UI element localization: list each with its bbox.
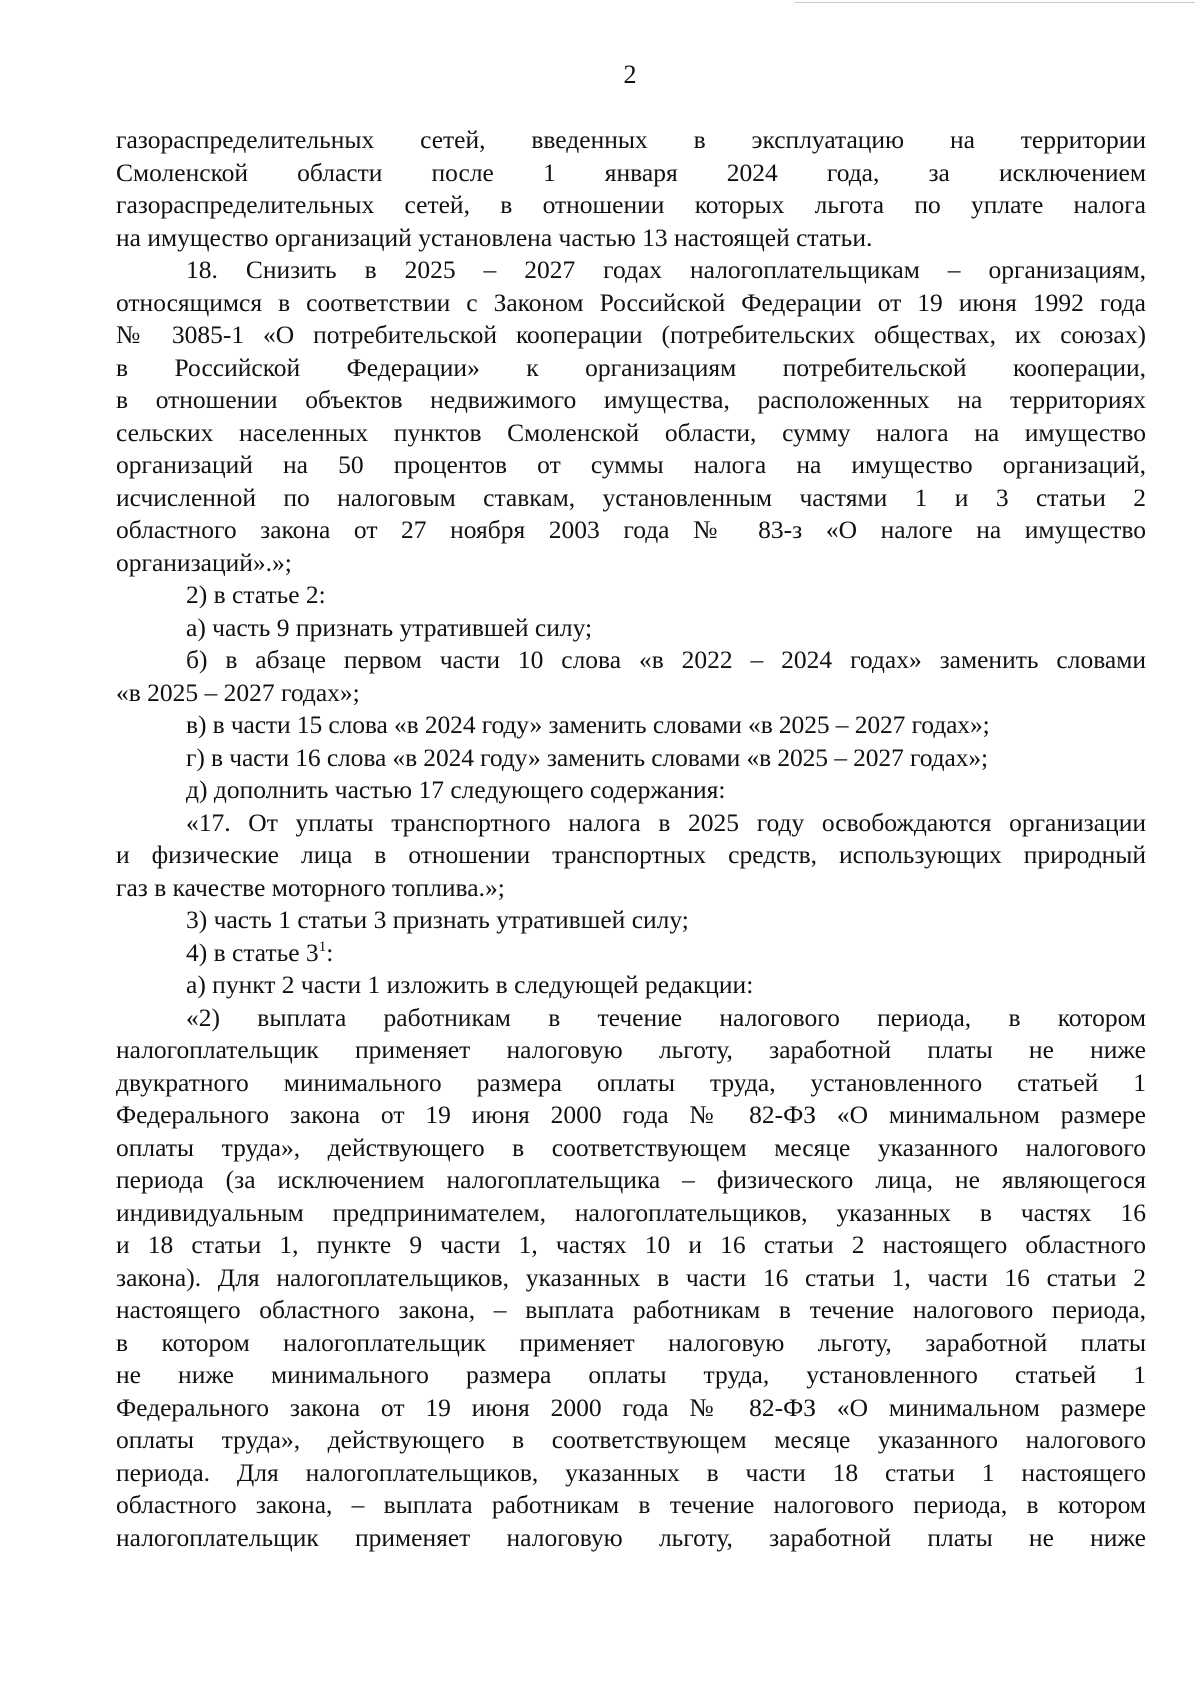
paragraph-part-17-end (116, 872, 1146, 905)
paragraph-item-18 (116, 254, 1146, 287)
text-line: периода (за исключением налогоплательщика – физического лица, не являющегося (116, 1165, 1146, 1194)
text-line: налогоплательщик применяет налоговую льготу, заработной платы не ниже (116, 1522, 1146, 1552)
text-line: а) часть 9 признать утратившей силу; (186, 612, 593, 642)
text-line: в Российской Федерации» к организациям потребительской кооперации, (116, 352, 1146, 382)
text-line: 18. Снизить в 2025 – 2027 годах налогоплательщикам – организациям, (186, 255, 1146, 284)
text-line: относящимся в соответствии с Законом Российской Федерации от 19 июня 1992 года (116, 287, 1146, 317)
text-line: сельских населенных пунктов Смоленской области, сумму налога на имущество (116, 417, 1146, 447)
text-line: настоящего областного закона, – выплата работникам в течение налогового периода, (116, 1295, 1146, 1324)
text-line: газ в качестве моторного топлива.»; (116, 872, 505, 902)
text-line: индивидуальным предпринимателем, налогоплательщиков, указанных в частях 16 (116, 1197, 1146, 1227)
text-line: 3) часть 1 статьи 3 признать утратившей силу; (186, 905, 689, 934)
paragraph-item-3 (116, 904, 1146, 937)
text-line: налогоплательщик применяет налоговую льготу, заработной платы не ниже (116, 1035, 1146, 1064)
paragraph-gas-networks (116, 124, 1146, 222)
text-line: Федерального закона от 19 июня 2000 года № 82-ФЗ «О минимальном размере (116, 1100, 1146, 1129)
paragraph-item-4 (116, 937, 1146, 970)
text-line: Смоленской области после 1 января 2024 года, за исключением (116, 157, 1146, 187)
text-line: г) в части 16 слова «в 2024 году» заменить словами «в 2025 – 2027 годах»; (186, 742, 989, 772)
text-line: а) пункт 2 части 1 изложить в следующей редакции: (186, 970, 754, 999)
text-line: оплаты труда», действующего в соответствующем месяце указанного налогового (116, 1425, 1146, 1454)
paragraph-point-2-body (116, 1034, 1146, 1554)
text-line: в котором налогоплательщик применяет налоговую льготу, заработной платы (116, 1327, 1146, 1357)
text-line: периода. Для налогоплательщиков, указанных в части 18 статьи 1 настоящего (116, 1457, 1146, 1487)
paragraph-sub-a (116, 612, 1146, 645)
text-line: оплаты труда», действующего в соответствующем месяце указанного налогового (116, 1132, 1146, 1162)
text-line: № 3085-1 «О потребительской кооперации (потребительских обществах, их союзах) (116, 320, 1146, 349)
paragraph-sub-b-end (116, 677, 1146, 710)
text-line: областного закона, – выплата работникам в течение налогового периода, в котором (116, 1490, 1146, 1519)
paragraph-article-2 (116, 579, 1146, 612)
page-number: 2 (623, 60, 637, 89)
text-line: Федерального закона от 19 июня 2000 года № 82-ФЗ «О минимальном размере (116, 1392, 1146, 1422)
paragraph-item-4-sub-a (116, 969, 1146, 1002)
text-line: на имущество организаций установлена частью 13 настоящей статьи. (116, 222, 873, 252)
text-line: «17. От уплаты транспортного налога в 2025 году освобождаются организации (186, 807, 1146, 837)
paragraph-sub-g (116, 742, 1146, 775)
text-line: организаций».»; (116, 547, 292, 577)
text-line: не ниже минимального размера оплаты труда, установленного статьей 1 (116, 1360, 1146, 1389)
text-line: 4) в статье 3 (186, 937, 319, 967)
text-line: областного закона от 27 ноября 2003 года № 83-з «О налоге на имущество (116, 515, 1146, 544)
text-line: организаций на 50 процентов от суммы налога на имущество организаций, (116, 450, 1146, 479)
text-line: и 18 статьи 1, пункте 9 части 1, частях 10 и 16 статьи 2 настоящего областного (116, 1230, 1146, 1259)
text-line: в отношении объектов недвижимого имущества, расположенных на территориях (116, 385, 1146, 414)
text-line: в) в части 15 слова «в 2024 году» заменить словами «в 2025 – 2027 годах»; (186, 710, 990, 739)
text-line: «в 2025 – 2027 годах»; (116, 677, 360, 707)
paragraph-sub-b (116, 644, 1146, 677)
paragraph-point-2 (116, 1002, 1146, 1035)
document-body (116, 124, 1146, 1554)
paragraph-part-17 (116, 807, 1146, 840)
scan-edge-line (795, 2, 1195, 3)
paragraph-item-18-body (116, 287, 1146, 547)
text-line: 2) в статье 2: (186, 580, 326, 609)
text-line: : (326, 937, 334, 967)
superscript-index: 1 (318, 938, 327, 955)
text-line: исчисленной по налоговым ставкам, установленным частями 1 и 3 статьи 2 (116, 482, 1146, 512)
paragraph-part-17-body (116, 839, 1146, 872)
text-line: газораспределительных сетей, в отношении которых льгота по уплате налога (116, 190, 1146, 219)
paragraph-gas-networks-end (116, 222, 1146, 255)
text-line: двукратного минимального размера оплаты труда, установленного статьей 1 (116, 1067, 1146, 1097)
text-line: б) в абзаце первом части 10 слова «в 2022 – 2024 годах» заменить словами (186, 645, 1146, 674)
paragraph-item-18-end (116, 547, 1146, 580)
paragraph-sub-d (116, 774, 1146, 807)
text-line: и физические лица в отношении транспортных средств, использующих природный (116, 840, 1146, 869)
text-line: д) дополнить частью 17 следующего содержания: (186, 775, 726, 804)
text-line: закона). Для налогоплательщиков, указанных в части 16 статьи 1, части 16 статьи 2 (116, 1262, 1146, 1292)
paragraph-sub-v (116, 709, 1146, 742)
text-line: газораспределительных сетей, введенных в эксплуатацию на территории (116, 125, 1146, 154)
text-line: «2) выплата работникам в течение налогового периода, в котором (186, 1002, 1146, 1032)
